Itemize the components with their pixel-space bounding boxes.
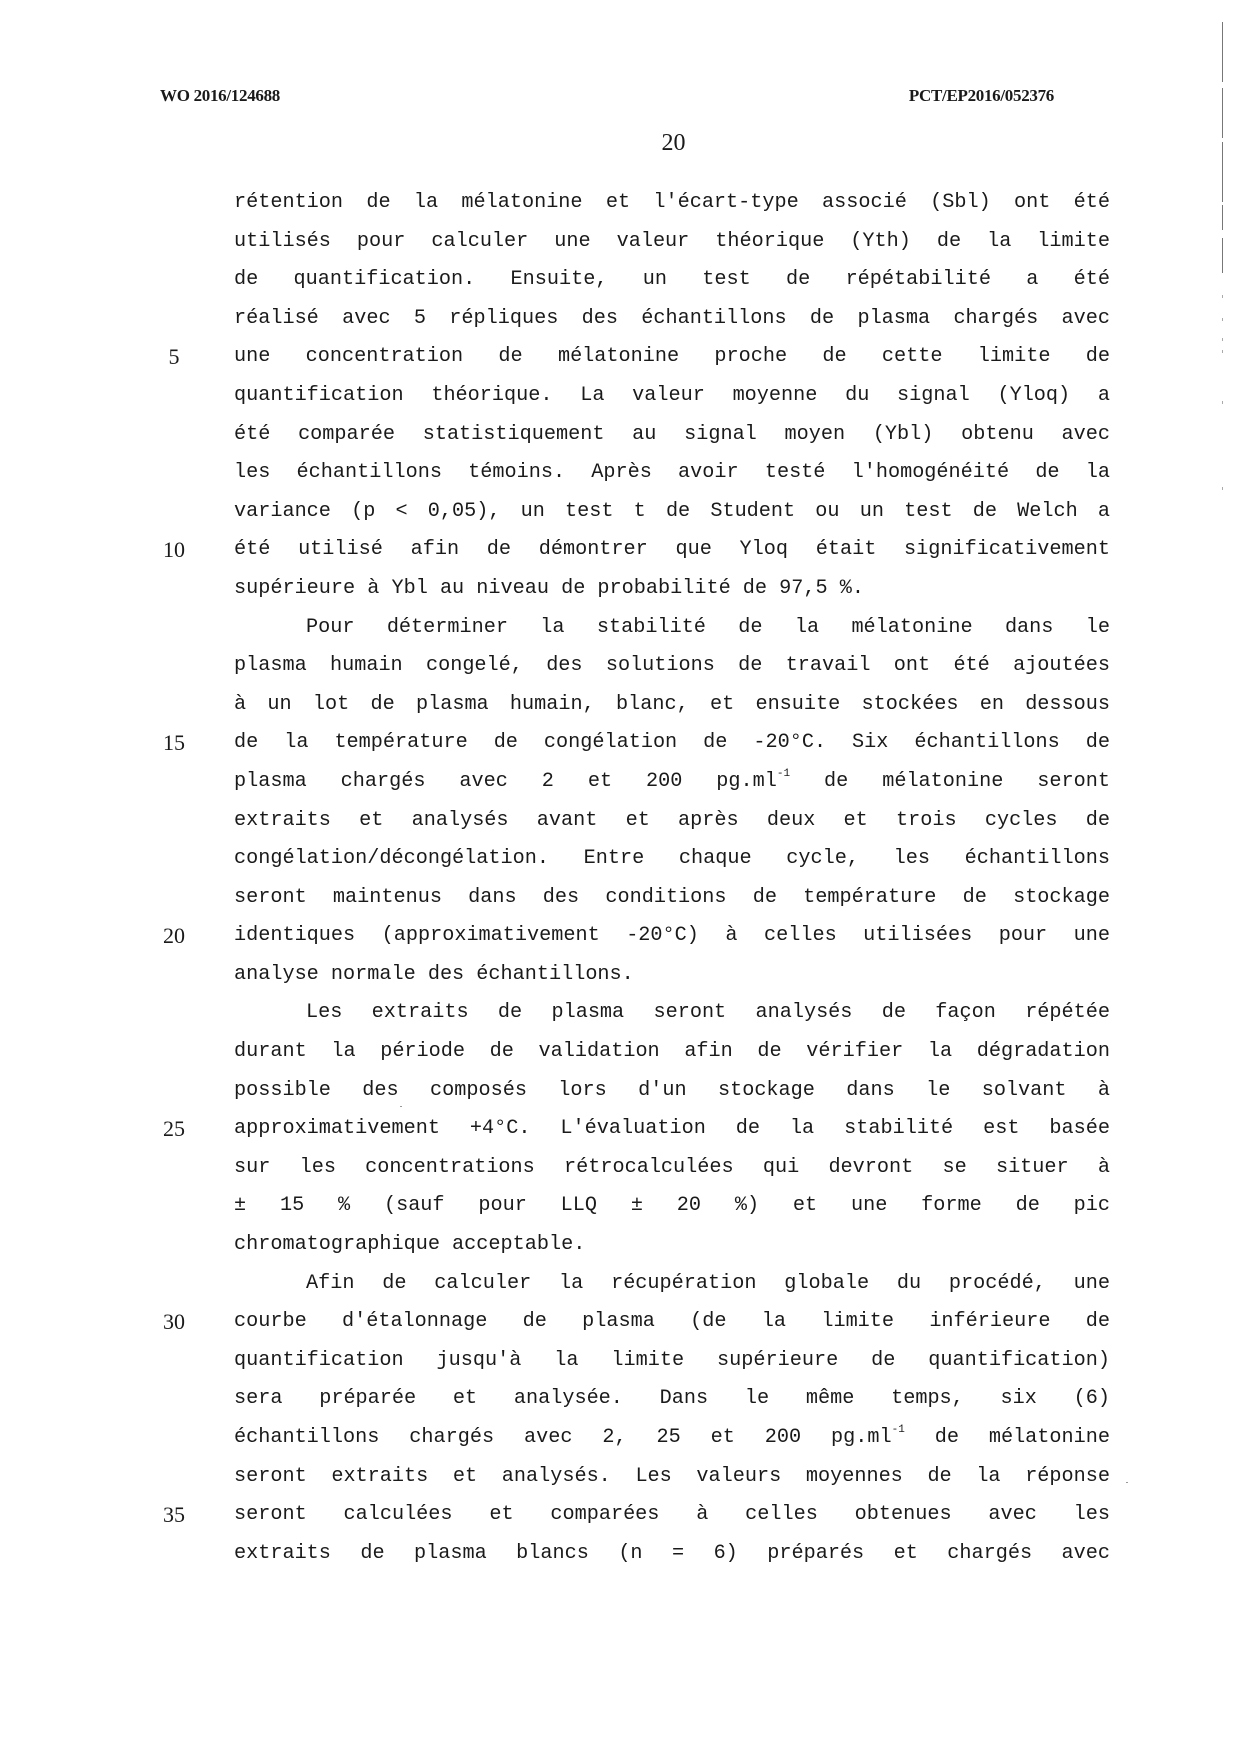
superscript: -1 bbox=[891, 1424, 905, 1437]
text-line bbox=[163, 1303, 1110, 1342]
text-line bbox=[234, 493, 1110, 532]
line-text: supérieure à Ybl au niveau de probabilité de 97,5 %. bbox=[234, 576, 864, 600]
text-line bbox=[163, 1496, 1110, 1535]
line-number: 25 bbox=[163, 1116, 185, 1142]
paragraph-start-line bbox=[234, 1265, 1110, 1304]
line-text: seront maintenus dans des conditions de température de stockage bbox=[234, 885, 1110, 909]
scan-edge-line bbox=[1222, 205, 1223, 230]
line-text: quantification théorique. La valeur moyenne du signal (Yloq) a bbox=[234, 383, 1110, 407]
text-line bbox=[168, 338, 1110, 377]
text-line bbox=[234, 1458, 1110, 1497]
line-number: 30 bbox=[163, 1309, 185, 1335]
line-text bbox=[234, 1419, 1110, 1458]
line-text: ± 15 % (sauf pour LLQ ± 20 %) et une forme de pic bbox=[234, 1194, 1110, 1218]
text-line bbox=[234, 840, 1110, 879]
scan-edge-mark bbox=[1222, 487, 1223, 490]
text-line bbox=[234, 1226, 1110, 1265]
scan-edge-line bbox=[1222, 88, 1223, 138]
text-line bbox=[234, 1033, 1110, 1072]
text-line bbox=[234, 686, 1110, 725]
page-number-container bbox=[0, 130, 1239, 157]
line-text: Les extraits de plasma seront analysés de façon répétée bbox=[306, 1001, 1110, 1025]
line-text: été utilisé afin de démontrer que Yloq était significativement bbox=[234, 538, 1110, 562]
scan-edge-mark bbox=[1222, 318, 1223, 321]
line-text: identiques (approximativement -20°C) à celles utilisées pour une bbox=[234, 924, 1110, 948]
text-line bbox=[163, 531, 1110, 570]
line-text: les échantillons témoins. Après avoir testé l'homogénéité de la bbox=[234, 461, 1110, 485]
line-text: de la température de congélation de -20°C. Six échantillons de bbox=[234, 731, 1110, 755]
line-text: utilisés pour calculer une valeur théorique (Yth) de la limite bbox=[234, 229, 1110, 253]
scan-edge-mark bbox=[1222, 295, 1223, 298]
line-text: quantification jusqu'à la limite supérieure de quantification) bbox=[234, 1348, 1110, 1372]
line-number: 15 bbox=[163, 730, 185, 756]
text-line bbox=[163, 724, 1110, 763]
line-text: extraits et analysés avant et après deux et trois cycles de bbox=[234, 808, 1110, 832]
text-line bbox=[234, 956, 1110, 995]
scan-edge-mark bbox=[1222, 401, 1223, 404]
line-text: rétention de la mélatonine et l'écart-type associé (Sbl) ont été bbox=[234, 191, 1110, 214]
scan-edge-mark bbox=[1222, 338, 1223, 341]
scan-speck bbox=[400, 1106, 402, 1107]
text-line bbox=[234, 1342, 1110, 1381]
line-text-part: plasma chargés avec 2 et 200 pg.ml bbox=[234, 769, 777, 793]
line-text: variance (p < 0,05), un test t de Student ou un test de Welch a bbox=[234, 499, 1110, 523]
text-line bbox=[234, 1380, 1110, 1419]
paragraph-start-line bbox=[234, 994, 1110, 1033]
line-text: seront calculées et comparées à celles obtenues avec les bbox=[234, 1503, 1110, 1527]
text-line bbox=[234, 1535, 1110, 1574]
line-number: 10 bbox=[163, 537, 185, 563]
publication-number: WO 2016/124688 bbox=[160, 86, 280, 105]
text-line bbox=[234, 1072, 1110, 1111]
line-text: plasma humain congelé, des solutions de travail ont été ajoutées bbox=[234, 654, 1110, 678]
line-text-part: de mélatonine seront bbox=[790, 769, 1110, 793]
text-line bbox=[234, 1149, 1110, 1188]
page-number: 20 bbox=[661, 130, 686, 156]
line-text: réalisé avec 5 répliques des échantillons de plasma chargés avec bbox=[234, 306, 1110, 330]
scan-edge-line bbox=[1222, 142, 1223, 202]
text-line bbox=[234, 300, 1110, 339]
scan-edge-mark bbox=[1222, 350, 1223, 353]
scan-edge-line bbox=[1222, 238, 1223, 273]
line-text: possible des composés lors d'un stockage dans le solvant à bbox=[234, 1078, 1110, 1102]
paragraph-start-line bbox=[234, 609, 1110, 648]
scan-speck bbox=[1126, 1482, 1128, 1483]
superscript: -1 bbox=[776, 768, 791, 781]
line-text: approximativement +4°C. L'évaluation de la stabilité est basée bbox=[234, 1117, 1110, 1141]
line-text-part: échantillons chargés avec 2, 25 et 200 pg.ml bbox=[234, 1426, 892, 1449]
line-number: 35 bbox=[163, 1502, 185, 1528]
text-line bbox=[234, 570, 1110, 609]
line-number: 5 bbox=[168, 344, 180, 370]
line-text: chromatographique acceptable. bbox=[234, 1233, 586, 1257]
scan-edge-line bbox=[1222, 22, 1223, 82]
text-line bbox=[234, 416, 1110, 455]
text-line bbox=[234, 184, 1110, 223]
text-line bbox=[234, 454, 1110, 493]
text-line bbox=[234, 261, 1110, 300]
line-text: analyse normale des échantillons. bbox=[234, 962, 634, 986]
line-text: Pour déterminer la stabilité de la mélatonine dans le bbox=[306, 615, 1110, 639]
text-line bbox=[234, 377, 1110, 416]
text-line bbox=[234, 763, 1110, 802]
text-line bbox=[234, 223, 1110, 262]
line-text: courbe d'étalonnage de plasma (de la limite inférieure de bbox=[234, 1310, 1110, 1334]
line-number: 20 bbox=[163, 923, 185, 949]
line-text: durant la période de validation afin de vérifier la dégradation bbox=[234, 1040, 1110, 1064]
line-text bbox=[234, 763, 1110, 802]
text-line bbox=[163, 917, 1110, 956]
text-line bbox=[234, 1419, 1110, 1458]
line-text: une concentration de mélatonine proche de cette limite de bbox=[234, 345, 1110, 369]
body-text bbox=[163, 184, 1110, 1573]
line-text: sera préparée et analysée. Dans le même temps, six (6) bbox=[234, 1387, 1110, 1411]
line-text: de quantification. Ensuite, un test de répétabilité a été bbox=[234, 268, 1110, 292]
line-text: seront extraits et analysés. Les valeurs moyennes de la réponse bbox=[234, 1464, 1110, 1488]
line-text: à un lot de plasma humain, blanc, et ensuite stockées en dessous bbox=[234, 692, 1110, 716]
line-text: sur les concentrations rétrocalculées qui devront se situer à bbox=[234, 1155, 1110, 1179]
line-text: congélation/décongélation. Entre chaque cycle, les échantillons bbox=[234, 847, 1110, 871]
text-line bbox=[234, 879, 1110, 918]
text-line bbox=[163, 1110, 1110, 1149]
text-line bbox=[234, 1187, 1110, 1226]
text-line bbox=[234, 647, 1110, 686]
application-number: PCT/EP2016/052376 bbox=[908, 86, 1054, 105]
line-text: été comparée statistiquement au signal moyen (Ybl) obtenu avec bbox=[234, 422, 1110, 446]
line-text-part: de mélatonine bbox=[904, 1426, 1110, 1449]
line-text: extraits de plasma blancs (n = 6) préparés et chargés avec bbox=[234, 1541, 1110, 1565]
text-line bbox=[234, 802, 1110, 841]
line-text: Afin de calculer la récupération globale du procédé, une bbox=[306, 1271, 1110, 1295]
